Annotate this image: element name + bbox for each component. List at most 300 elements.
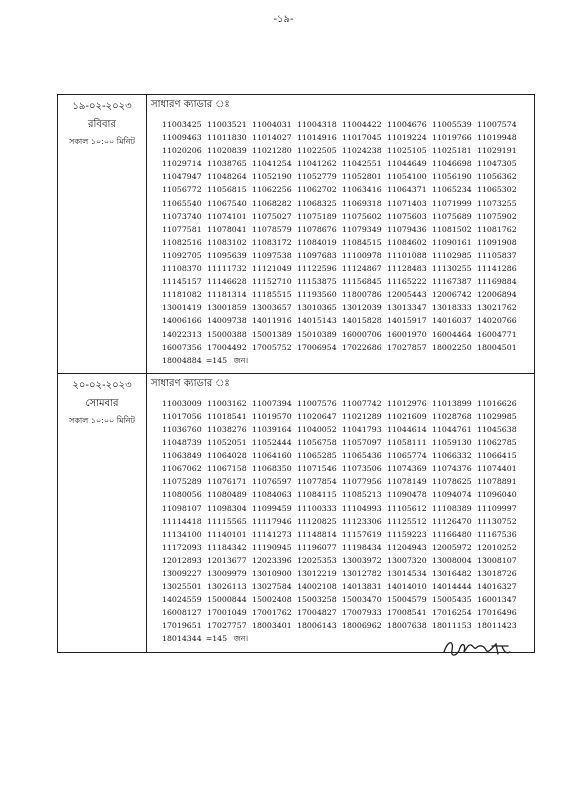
roll-number: 11079436 <box>387 224 427 234</box>
roll-number: 12013677 <box>207 555 247 565</box>
roll-number: 11166480 <box>432 529 472 539</box>
roll-number: 11124867 <box>342 264 382 274</box>
roll-number: 11075902 <box>477 211 517 221</box>
roll-number: 11109997 <box>477 503 517 513</box>
roll-number: 11090478 <box>387 490 427 500</box>
roll-number: 11068325 <box>297 198 337 208</box>
roll-number: 18006143 <box>297 621 337 631</box>
roll-number: 11075189 <box>297 211 337 221</box>
roll-number: 11169884 <box>477 277 517 287</box>
roll-number: 14016037 <box>432 316 472 326</box>
roll-number: 13018726 <box>477 569 517 578</box>
roll-number: 11084019 <box>297 237 337 247</box>
roll-number: 11054100 <box>387 172 427 182</box>
roll-number: 13003972 <box>342 555 382 565</box>
roll-number: 11063849 <box>162 451 202 461</box>
roll-number: 11111732 <box>207 264 247 274</box>
roll-number: 11019766 <box>432 133 472 143</box>
schedule-row <box>58 373 535 652</box>
roll-number: 14016327 <box>477 582 517 592</box>
roll-number: 11148814 <box>297 529 337 539</box>
roll-number: 11121049 <box>252 264 292 274</box>
roll-number: 17001049 <box>207 608 247 618</box>
roll-number: 12005443 <box>387 290 427 300</box>
roll-number: 11024238 <box>342 146 382 156</box>
roll-number: 15003470 <box>342 595 382 605</box>
roll-number: 11076171 <box>207 477 247 487</box>
roll-number: 15002408 <box>252 595 292 605</box>
cadre-heading: সাধারণ ক্যাডার ঃ <box>151 377 230 389</box>
roll-number: 12010252 <box>477 542 517 552</box>
roll-number: 11100978 <box>342 250 382 260</box>
roll-number: 12025353 <box>297 555 337 565</box>
roll-number: 17019651 <box>162 621 202 631</box>
roll-number: 11099459 <box>252 503 292 513</box>
roll-number: 11117946 <box>252 516 292 526</box>
roll-number: 16000706 <box>342 329 382 339</box>
roll-number: 11185515 <box>252 290 292 300</box>
roll-number: 14022313 <box>162 329 202 339</box>
roll-number: 17022686 <box>342 342 382 352</box>
roll-number: 15005435 <box>432 595 472 605</box>
roll-number: 17016254 <box>432 608 472 618</box>
roll-number: 11181082 <box>162 290 202 300</box>
roll-number: 11077854 <box>297 477 337 487</box>
roll-number: 11062702 <box>297 185 337 195</box>
roll-number: 11067158 <box>207 464 247 474</box>
roll-number: 11056190 <box>432 172 472 182</box>
roll-number: 13010365 <box>297 303 337 313</box>
roll-number: 12006894 <box>477 290 517 300</box>
roll-number: 11052779 <box>297 172 337 182</box>
roll-number: 17004827 <box>297 608 337 618</box>
roll-number: 11056758 <box>297 438 337 448</box>
roll-number: 11196077 <box>297 542 337 552</box>
roll-number: 11019570 <box>252 411 292 421</box>
roll-number: 14006166 <box>162 316 202 326</box>
roll-number: 17004492 <box>207 342 247 352</box>
roll-number: 13001419 <box>162 303 202 313</box>
roll-number: 18011153 <box>432 621 472 631</box>
roll-number: 11084602 <box>387 237 427 247</box>
roll-number: 13012219 <box>297 569 337 578</box>
roll-number: 13009227 <box>162 569 202 578</box>
roll-number: 15000844 <box>207 595 247 605</box>
roll-number: 11066415 <box>477 451 517 461</box>
roll-number: 11085213 <box>342 490 382 500</box>
roll-number: 11193560 <box>297 290 337 300</box>
roll-number: 11080489 <box>207 490 247 500</box>
roll-number: 11047947 <box>162 172 202 182</box>
last-roll: 18004884 <box>162 355 202 365</box>
roll-number: 11096040 <box>477 490 517 500</box>
total-unit: জন। <box>233 355 249 365</box>
roll-number: 11041262 <box>297 159 337 169</box>
roll-number: 11029714 <box>162 159 202 169</box>
roll-number: 11048264 <box>207 172 247 182</box>
roll-number: 11071403 <box>387 198 427 208</box>
roll-number: 15000388 <box>207 329 247 339</box>
roll-number: 11105837 <box>477 250 517 260</box>
roll-number: 11021280 <box>252 146 292 156</box>
roll-number: 11047305 <box>477 159 517 169</box>
roll-number: 11065234 <box>432 185 472 195</box>
roll-number: 11059130 <box>432 438 472 448</box>
roll-number: 11078041 <box>207 224 247 234</box>
roll-number: 11039164 <box>252 424 292 434</box>
roll-number: 11075602 <box>342 211 382 221</box>
last-roll: 18014344 <box>162 634 202 644</box>
roll-number: 11004422 <box>342 120 382 129</box>
roll-number: 12005972 <box>432 542 472 552</box>
roll-number: 16001970 <box>387 329 427 339</box>
roll-number: 11025181 <box>432 146 472 156</box>
roll-number: 11048739 <box>162 438 202 448</box>
roll-number: 11028768 <box>432 411 472 421</box>
roll-number: 11098107 <box>162 503 202 513</box>
roll-number: 14013831 <box>342 582 382 592</box>
roll-number: 11126470 <box>432 516 472 526</box>
roll-grid <box>147 397 534 633</box>
roll-number: 11052444 <box>252 438 292 448</box>
roll-number: 11078625 <box>432 477 472 487</box>
roll-number: 11038276 <box>207 424 247 434</box>
roll-number: 11004318 <box>297 120 337 129</box>
roll-number: 11064028 <box>207 451 247 461</box>
roll-number: 11014027 <box>252 133 292 143</box>
roll-number: 11081762 <box>477 224 517 234</box>
roll-number: 11152710 <box>252 277 292 287</box>
cadre-heading: সাধারণ ক্যাডার ঃ <box>151 99 230 110</box>
roll-number: 11156845 <box>342 277 382 287</box>
roll-number: 11029191 <box>477 146 517 156</box>
roll-number: 11077581 <box>162 224 202 234</box>
roll-number: 11058111 <box>387 438 427 448</box>
roll-number: 14015828 <box>342 316 382 326</box>
roll-number: 11003425 <box>162 120 202 129</box>
roll-number: 14014444 <box>432 582 472 592</box>
roll-number: 16004771 <box>477 329 517 339</box>
roll-number: 11073255 <box>477 198 517 208</box>
roll-number: 14002108 <box>297 582 337 592</box>
roll-number: 11083172 <box>252 237 292 247</box>
roll-number: 11020839 <box>207 146 247 156</box>
roll-number: 11007574 <box>477 120 517 129</box>
roll-number: 11073506 <box>342 464 382 474</box>
roll-number: 11065285 <box>297 451 337 461</box>
roll-number: 15010389 <box>297 329 337 339</box>
roll-number: 11108370 <box>162 264 202 274</box>
roll-number: 17008541 <box>387 608 427 618</box>
roll-number: 11140101 <box>207 529 247 539</box>
exam-time: সকাল ১০:০০ মিনিট <box>69 415 135 425</box>
roll-number: 11082516 <box>162 237 202 247</box>
roll-number: 11005539 <box>432 120 472 129</box>
roll-number: 11064160 <box>252 451 292 461</box>
roll-number: 11141273 <box>252 529 292 539</box>
roll-number: 11123306 <box>342 516 382 526</box>
roll-number: 11084115 <box>297 490 337 500</box>
roll-number: 11065302 <box>477 185 517 195</box>
roll-number: 11013899 <box>432 398 472 408</box>
roll-number: 11021609 <box>387 411 427 421</box>
roll-number: 15003258 <box>297 595 337 605</box>
roll-number: 11125512 <box>387 516 427 526</box>
roll-number: 11078149 <box>387 477 427 487</box>
roll-number: 11101088 <box>387 250 427 260</box>
roll-number: 12012893 <box>162 555 202 565</box>
roll-number: 14011916 <box>252 316 292 326</box>
roll-number: 11022505 <box>297 146 337 156</box>
roll-number: 11153875 <box>297 277 337 287</box>
roll-number: 17027757 <box>207 621 247 631</box>
roll-number: 11165222 <box>387 277 427 287</box>
roll-number: 11011830 <box>207 133 247 143</box>
roll-number: 11167387 <box>432 277 472 287</box>
roll-list-cell <box>147 373 535 652</box>
roll-number: 11076597 <box>252 477 292 487</box>
roll-number: 16001347 <box>477 595 517 605</box>
roll-number: 11044614 <box>387 424 427 434</box>
roll-number: 11042551 <box>342 159 382 169</box>
roll-number: 11102985 <box>432 250 472 260</box>
roll-number: 11045638 <box>477 424 517 434</box>
roll-number: 18002250 <box>432 342 472 352</box>
roll-number: 11003162 <box>207 398 247 408</box>
exam-day: রবিবার <box>88 119 116 130</box>
roll-number: 12006742 <box>432 290 472 300</box>
roll-number: 14015143 <box>297 316 337 326</box>
total-unit: জন। <box>233 634 249 644</box>
roll-number: 11075289 <box>162 477 202 487</box>
roll-number: 11065774 <box>387 451 427 461</box>
roll-number: 11020647 <box>297 411 337 421</box>
roll-number: 11067062 <box>162 464 202 474</box>
roll-number: 11004031 <box>252 120 292 129</box>
roll-number: 11074401 <box>477 464 517 474</box>
roll-number: 13012039 <box>342 303 382 313</box>
roll-number: 13021762 <box>477 303 517 313</box>
roll-number: 13018333 <box>432 303 472 313</box>
roll-number: 11145157 <box>162 277 202 287</box>
exam-day: সোমবার <box>85 397 119 409</box>
roll-number: 11003521 <box>207 120 247 129</box>
roll-number: 11078891 <box>477 477 517 487</box>
roll-number: 13026113 <box>207 582 247 592</box>
roll-number: 11081502 <box>432 224 472 234</box>
roll-number: 11098304 <box>207 503 247 513</box>
roll-number: 11009463 <box>162 133 202 143</box>
roll-number: 11094074 <box>432 490 472 500</box>
date-cell <box>58 373 147 652</box>
schedule-table <box>57 94 535 653</box>
roll-number: 11083102 <box>207 237 247 247</box>
roll-number: 11056815 <box>207 185 247 195</box>
roll-number: 17001762 <box>252 608 292 618</box>
roll-number: 11012976 <box>387 398 427 408</box>
roll-number: 11097683 <box>297 250 337 260</box>
roll-number: 18004501 <box>477 342 517 352</box>
roll-number: 11014916 <box>297 133 337 143</box>
roll-number: 11130255 <box>432 264 472 274</box>
roll-number: 11065436 <box>342 451 382 461</box>
roll-number: 11134100 <box>162 529 202 539</box>
roll-number: 11017056 <box>162 411 202 421</box>
roll-number: 11078579 <box>252 224 292 234</box>
total-line <box>147 354 534 373</box>
roll-number: 11074369 <box>387 464 427 474</box>
roll-number: 11025105 <box>387 146 427 156</box>
exam-time: সকাল ১০:০০ মিনিট <box>69 137 135 146</box>
roll-number: 11190945 <box>252 542 292 552</box>
roll-number: 11075603 <box>387 211 427 221</box>
roll-number: 11159223 <box>387 529 427 539</box>
page-number: -১৯- <box>273 14 294 25</box>
roll-number: 11114418 <box>162 516 202 526</box>
roll-number: 11100333 <box>297 503 337 513</box>
total-count: =145 <box>205 634 228 644</box>
roll-number: 11115565 <box>207 516 247 526</box>
roll-number: 11204943 <box>387 542 427 552</box>
roll-number: 14020766 <box>477 316 517 326</box>
roll-number: 11071546 <box>297 464 337 474</box>
roll-number: 11052801 <box>342 172 382 182</box>
roll-number: 11073740 <box>162 211 202 221</box>
roll-number: 17027857 <box>387 342 427 352</box>
roll-number: 11068350 <box>252 464 292 474</box>
roll-number: 14024559 <box>162 595 202 605</box>
roll-number: 11062785 <box>477 438 517 448</box>
roll-number: 11090161 <box>432 237 472 247</box>
roll-number: 13003657 <box>252 303 292 313</box>
roll-number: 11800786 <box>342 290 382 300</box>
roll-number: 13010900 <box>252 569 292 578</box>
roll-number: 11184342 <box>207 542 247 552</box>
roll-number: 13013347 <box>387 303 427 313</box>
roll-number: 11067540 <box>207 198 247 208</box>
roll-number: 11065540 <box>162 198 202 208</box>
roll-number: 11091908 <box>477 237 517 247</box>
roll-number: 11021289 <box>342 411 382 421</box>
roll-number: 11052051 <box>207 438 247 448</box>
roll-number: 13014534 <box>387 569 427 578</box>
roll-number: 11029985 <box>477 411 517 421</box>
roll-number: 11095639 <box>207 250 247 260</box>
roll-number: 11044761 <box>432 424 472 434</box>
roll-number: 11057097 <box>342 438 382 448</box>
roll-number: 11157619 <box>342 529 382 539</box>
total-count: =145 <box>205 355 228 365</box>
roll-number: 11172093 <box>162 542 202 552</box>
roll-number: 15004579 <box>387 595 427 605</box>
roll-number: 11018541 <box>207 411 247 421</box>
roll-number: 11064371 <box>387 185 427 195</box>
roll-number: 13008107 <box>477 555 517 565</box>
roll-number: 11016626 <box>477 398 517 408</box>
schedule-row <box>58 95 535 374</box>
roll-number: 11044649 <box>387 159 427 169</box>
roll-number: 11074101 <box>207 211 247 221</box>
roll-number: 13008004 <box>432 555 472 565</box>
roll-number: 13016482 <box>432 569 472 578</box>
signature-image <box>440 634 520 664</box>
roll-number: 11104993 <box>342 503 382 513</box>
exam-date: ২০-০২-২০২৩ <box>72 379 132 391</box>
roll-number: 17007933 <box>342 608 382 618</box>
roll-number: 11041254 <box>252 159 292 169</box>
roll-number: 11128483 <box>387 264 427 274</box>
roll-number: 13012782 <box>342 569 382 578</box>
roll-number: 11077956 <box>342 477 382 487</box>
roll-number: 11075689 <box>432 211 472 221</box>
roll-number: 15001389 <box>252 329 292 339</box>
roll-number: 11108389 <box>432 503 472 513</box>
roll-number: 11079349 <box>342 224 382 234</box>
roll-number: 11056362 <box>477 172 517 182</box>
roll-grid <box>147 118 534 354</box>
roll-number: 11146628 <box>207 277 247 287</box>
roll-number: 18007638 <box>387 621 427 631</box>
roll-number: 11004676 <box>387 120 427 129</box>
roll-number: 11141286 <box>477 264 517 274</box>
roll-number: 11105612 <box>387 503 427 513</box>
roll-number: 11020206 <box>162 146 202 156</box>
roll-number: 11080056 <box>162 490 202 500</box>
roll-number: 11007742 <box>342 398 382 408</box>
roll-number: 11122596 <box>297 264 337 274</box>
roll-number: 11063416 <box>342 185 382 195</box>
roll-number: 11019948 <box>477 133 517 143</box>
roll-number: 11003009 <box>162 398 202 408</box>
roll-number: 11078676 <box>297 224 337 234</box>
roll-number: 14014010 <box>387 582 427 592</box>
date-cell <box>58 95 147 374</box>
roll-number: 11046698 <box>432 159 472 169</box>
roll-number: 11036760 <box>162 424 202 434</box>
roll-number: 17016496 <box>477 608 517 618</box>
roll-number: 11075027 <box>252 211 292 221</box>
roll-number: 11066332 <box>432 451 472 461</box>
roll-number: 11130752 <box>477 516 517 526</box>
roll-number: 11056772 <box>162 185 202 195</box>
roll-number: 11198434 <box>342 542 382 552</box>
roll-number: 16004464 <box>432 329 472 339</box>
roll-number: 11120825 <box>297 516 337 526</box>
roll-number: 11038765 <box>207 159 247 169</box>
roll-number: 14009738 <box>207 316 247 326</box>
roll-number: 16007356 <box>162 342 202 352</box>
roll-number: 11007394 <box>252 398 292 408</box>
roll-number: 17006954 <box>297 342 337 352</box>
roll-number: 16008127 <box>162 608 202 618</box>
roll-number: 11052190 <box>252 172 292 182</box>
roll-number: 11074376 <box>432 464 472 474</box>
roll-number: 18011423 <box>477 621 517 631</box>
roll-number: 11068282 <box>252 198 292 208</box>
roll-number: 14015917 <box>387 316 427 326</box>
roll-number: 11041793 <box>342 424 382 434</box>
roll-number: 13009979 <box>207 569 247 578</box>
roll-number: 11062256 <box>252 185 292 195</box>
exam-date: ১৯-০২-২০২৩ <box>72 101 132 112</box>
roll-number: 11084063 <box>252 490 292 500</box>
roll-number: 17005752 <box>252 342 292 352</box>
roll-number: 11040052 <box>297 424 337 434</box>
roll-number: 13007320 <box>387 555 427 565</box>
roll-number: 12023396 <box>252 555 292 565</box>
roll-number: 11007576 <box>297 398 337 408</box>
roll-number: 13001859 <box>207 303 247 313</box>
